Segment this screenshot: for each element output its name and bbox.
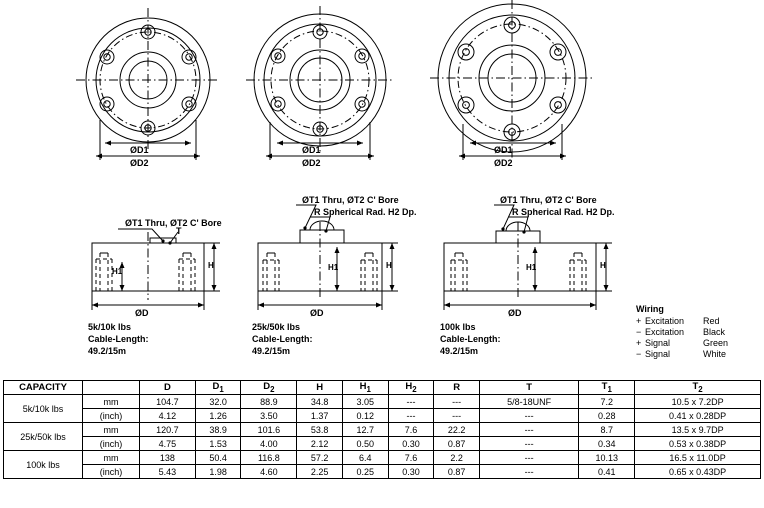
table-row <box>4 409 761 423</box>
wiring-sign: − <box>636 327 642 337</box>
cell-t: --- <box>479 437 578 451</box>
cell-r: 22.2 <box>434 423 480 437</box>
cell-unit: (inch) <box>83 465 140 479</box>
header-t2: $T_2$ <box>635 381 761 395</box>
header-r: R <box>434 381 480 395</box>
cell-h: 2.25 <box>297 465 343 479</box>
cell-h2: --- <box>388 395 434 409</box>
cell-d: 104.7 <box>140 395 196 409</box>
cell-t: 5/8-18UNF <box>479 395 578 409</box>
cell-h2: --- <box>388 409 434 423</box>
wiring-function: Excitation <box>645 316 685 326</box>
cell-d: 138 <box>140 451 196 465</box>
wiring-function: Excitation <box>645 327 685 337</box>
cell-t2: 0.41 x 0.28DP <box>635 409 761 423</box>
cell-d2: 4.60 <box>241 465 297 479</box>
callout-t1t2-view3: ØT1 Thru, ØT2 C' Bore <box>500 195 597 205</box>
label-d1-view1: ØD1 <box>130 145 149 155</box>
cell-r: 0.87 <box>434 465 480 479</box>
top-view-25k-50k <box>246 6 394 160</box>
cell-d2: 116.8 <box>241 451 297 465</box>
cell-h1: 12.7 <box>342 423 388 437</box>
cell-d2: 4.00 <box>241 437 297 451</box>
cell-h: 34.8 <box>297 395 343 409</box>
cell-r: --- <box>434 395 480 409</box>
cell-t2: 16.5 x 11.0DP <box>635 451 761 465</box>
caption-view2-line2: Cable-Length: <box>252 334 313 344</box>
caption-view2-line1: 25k/50k lbs <box>252 322 301 332</box>
cell-t1: 10.13 <box>579 451 635 465</box>
table-row <box>4 465 761 479</box>
cell-t2: 0.53 x 0.38DP <box>635 437 761 451</box>
cell-h2: 7.6 <box>388 423 434 437</box>
cell-h2: 7.6 <box>388 451 434 465</box>
header-capacity: CAPACITY <box>4 381 83 395</box>
wiring-color: Green <box>703 338 729 348</box>
label-d2-view2: ØD2 <box>302 158 321 168</box>
cell-h1: 6.4 <box>342 451 388 465</box>
cell-t1: 0.41 <box>579 465 635 479</box>
label-d1-view3: ØD1 <box>494 145 513 155</box>
header-d2: $D_2$ <box>241 381 297 395</box>
cell-capacity: 100k lbs <box>4 451 83 479</box>
cell-t2: 0.65 x 0.43DP <box>635 465 761 479</box>
cell-r: 0.87 <box>434 437 480 451</box>
wiring-legend <box>636 304 743 360</box>
top-view-5k-10k <box>76 8 220 160</box>
wiring-row <box>636 338 743 349</box>
wiring-title: Wiring <box>636 304 664 314</box>
label-d2-view3: ØD2 <box>494 158 513 168</box>
callout-rsph-view2: R Spherical Rad. H2 Dp. <box>314 207 417 217</box>
cell-capacity: 5k/10k lbs <box>4 395 83 423</box>
cell-h1: 3.05 <box>342 395 388 409</box>
cell-d: 120.7 <box>140 423 196 437</box>
cell-d2: 3.50 <box>241 409 297 423</box>
cell-t: --- <box>479 423 578 437</box>
wiring-row <box>636 327 743 338</box>
wiring-row <box>636 349 743 360</box>
caption-view1-line2: Cable-Length: <box>88 334 149 344</box>
cell-unit: mm <box>83 395 140 409</box>
caption-view2-line3: 49.2/15m <box>252 346 291 356</box>
cell-d2: 88.9 <box>241 395 297 409</box>
header-d: D <box>140 381 196 395</box>
table-row <box>4 451 761 465</box>
cell-h: 2.12 <box>297 437 343 451</box>
wiring-function: Signal <box>645 338 671 348</box>
wiring-color: White <box>703 349 727 359</box>
cell-h1: 0.50 <box>342 437 388 451</box>
cell-d: 4.12 <box>140 409 196 423</box>
cell-h1: 0.25 <box>342 465 388 479</box>
label-od-view3: ØD <box>508 308 522 318</box>
label-d1-view2: ØD1 <box>302 145 321 155</box>
cell-t: --- <box>479 451 578 465</box>
cell-unit: mm <box>83 423 140 437</box>
cell-t1: 8.7 <box>579 423 635 437</box>
header-h: H <box>297 381 343 395</box>
cell-t: --- <box>479 465 578 479</box>
table-row <box>4 423 761 437</box>
cell-t1: 0.34 <box>579 437 635 451</box>
cell-h: 1.37 <box>297 409 343 423</box>
cell-h2: 0.30 <box>388 437 434 451</box>
caption-view3-line3: 49.2/15m <box>440 346 479 356</box>
cell-h2: 0.30 <box>388 465 434 479</box>
label-d2-view1: ØD2 <box>130 158 149 168</box>
cell-d: 4.75 <box>140 437 196 451</box>
spec-table <box>3 380 761 479</box>
callout-t1t2-view2: ØT1 Thru, ØT2 C' Bore <box>302 195 399 205</box>
label-od-view1: ØD <box>135 308 149 318</box>
cell-unit: (inch) <box>83 437 140 451</box>
cell-t1: 0.28 <box>579 409 635 423</box>
header-t: T <box>479 381 578 395</box>
top-view-100k <box>430 0 594 160</box>
label-h-view1: H <box>208 261 214 270</box>
cell-d1: 1.53 <box>195 437 241 451</box>
wiring-color: Red <box>703 316 720 326</box>
wiring-sign: + <box>636 338 642 348</box>
label-h-view3: H <box>600 261 606 270</box>
wiring-row <box>636 316 743 327</box>
cell-h: 53.8 <box>297 423 343 437</box>
label-od-view2: ØD <box>310 308 324 318</box>
cell-d2: 101.6 <box>241 423 297 437</box>
header-t1: $T_1$ <box>579 381 635 395</box>
cell-d1: 1.26 <box>195 409 241 423</box>
label-t-view1: T <box>176 226 182 236</box>
callout-rsph-view3: R Spherical Rad. H2 Dp. <box>512 207 615 217</box>
cell-d: 5.43 <box>140 465 196 479</box>
cell-unit: mm <box>83 451 140 465</box>
header-h2: $H_2$ <box>388 381 434 395</box>
cell-t2: 13.5 x 9.7DP <box>635 423 761 437</box>
wiring-sign: − <box>636 349 642 359</box>
cell-r: --- <box>434 409 480 423</box>
cell-h1: 0.12 <box>342 409 388 423</box>
table-header-row <box>4 381 761 395</box>
header-d1: $D_1$ <box>195 381 241 395</box>
wiring-color: Black <box>703 327 726 337</box>
cell-capacity: 25k/50k lbs <box>4 423 83 451</box>
cell-t2: 10.5 x 7.2DP <box>635 395 761 409</box>
cell-h: 57.2 <box>297 451 343 465</box>
side-view-100k <box>444 205 612 310</box>
header-units <box>83 381 140 395</box>
cell-d1: 50.4 <box>195 451 241 465</box>
caption-view3-line1: 100k lbs <box>440 322 476 332</box>
cell-unit: (inch) <box>83 409 140 423</box>
header-h1: $H_1$ <box>342 381 388 395</box>
cell-t: --- <box>479 409 578 423</box>
wiring-function: Signal <box>645 349 671 359</box>
cell-r: 2.2 <box>434 451 480 465</box>
callout-t1t2-view1: ØT1 Thru, ØT2 C' Bore <box>125 218 222 228</box>
label-h-view2: H <box>386 261 392 270</box>
label-h1-view1: H1 <box>112 267 123 276</box>
side-view-25k-50k <box>258 205 398 310</box>
cell-t1: 7.2 <box>579 395 635 409</box>
cell-d1: 38.9 <box>195 423 241 437</box>
label-h1-view3: H1 <box>526 263 537 272</box>
caption-view3-line2: Cable-Length: <box>440 334 501 344</box>
label-h1-view2: H1 <box>328 263 339 272</box>
cell-d1: 1.98 <box>195 465 241 479</box>
caption-view1-line3: 49.2/15m <box>88 346 127 356</box>
table-row <box>4 395 761 409</box>
wiring-sign: + <box>636 316 642 326</box>
cell-d1: 32.0 <box>195 395 241 409</box>
caption-view1-line1: 5k/10k lbs <box>88 322 132 332</box>
table-row <box>4 437 761 451</box>
